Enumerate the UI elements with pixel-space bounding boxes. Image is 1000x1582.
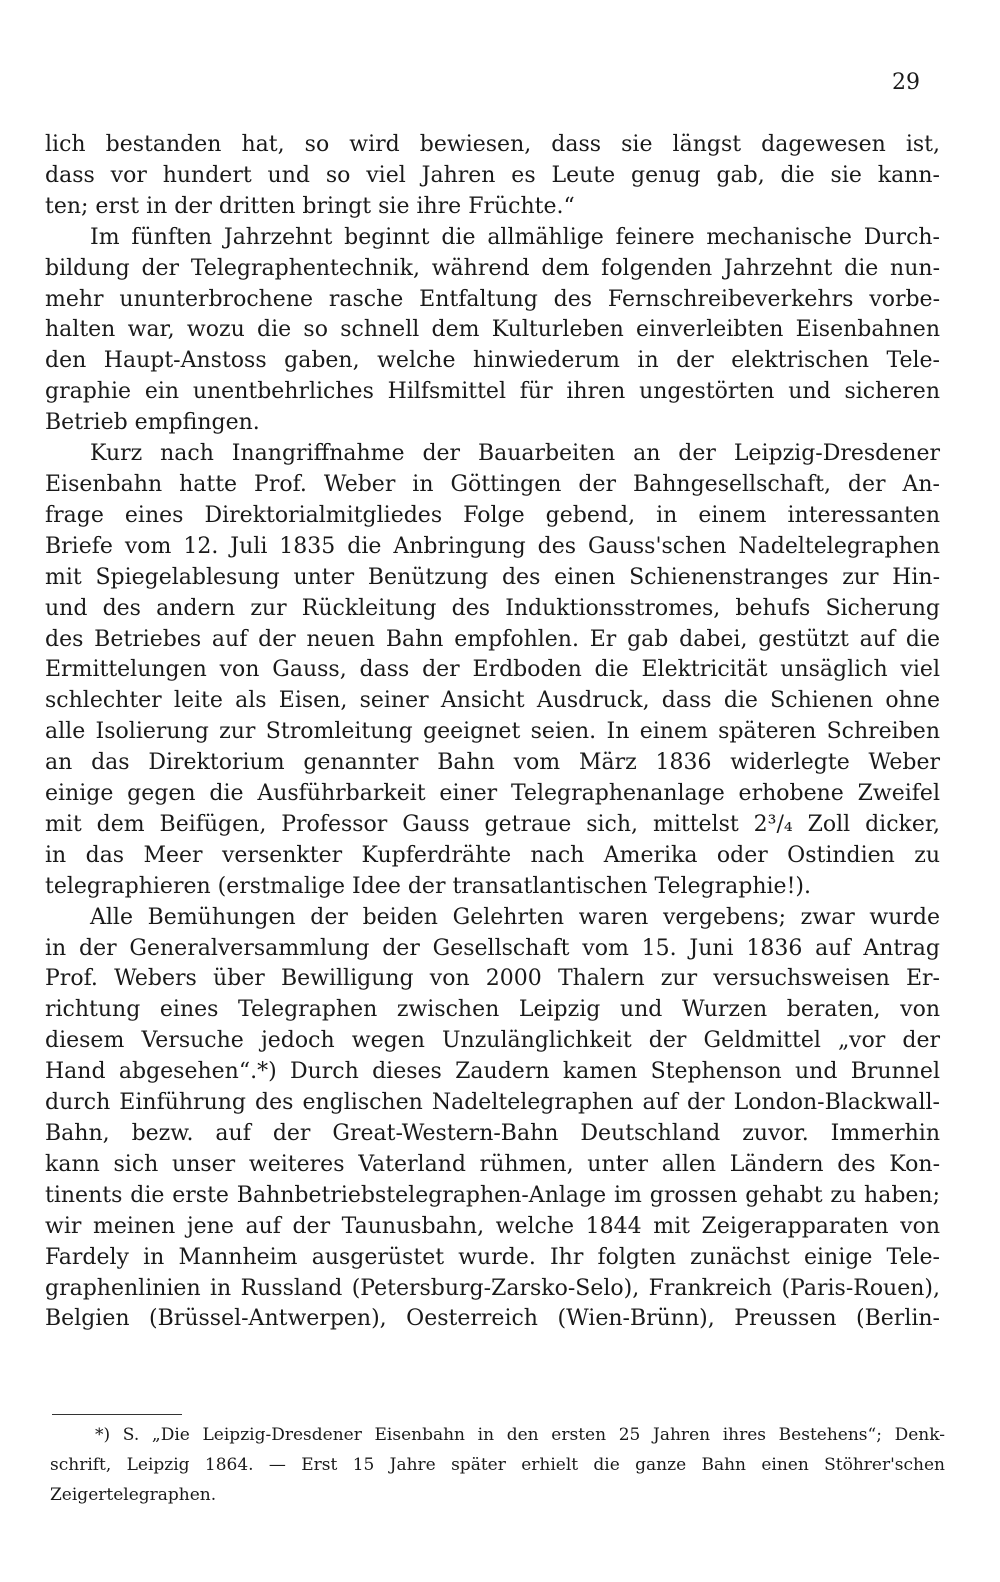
text-line: Betrieb empfingen.: [45, 410, 260, 436]
text-line: Kurz nach Inangriffnahme der Bauarbeiten an der Leipzig-Dresdener: [90, 441, 940, 467]
text-line: durch Einführung des englischen Nadeltelegraphen auf der London-Blackwall-: [45, 1090, 940, 1116]
footnote-line: *) S. „Die Leipzig-Dresdener Eisenbahn in den ersten 25 Jahren ihres Bestehens“; Denk-: [95, 1425, 945, 1445]
footnote-line: Zeigertelegraphen.: [50, 1485, 217, 1505]
footnote-line: schrift, Leipzig 1864. — Erst 15 Jahre später erhielt die ganze Bahn einen Stöhrer'schen: [50, 1455, 945, 1475]
text-line: frage eines Direktorialmitgliedes Folge gebend, in einem interessanten: [45, 502, 940, 528]
text-line: Belgien (Brüssel-Antwerpen), Oesterreich (Wien-Brünn), Preussen (Berlin-: [45, 1306, 940, 1332]
text-line: graphenlinien in Russland (Petersburg-Zarsko-Selo), Frankreich (Paris-Rouen),: [45, 1275, 940, 1301]
text-line: in der Generalversammlung der Gesellschaft vom 15. Juni 1836 auf Antrag: [45, 935, 940, 961]
text-line: tinents die erste Bahnbetriebstelegraphen-Anlage im grossen gehabt zu haben;: [45, 1182, 940, 1208]
footnote: [50, 1420, 945, 1510]
text-line: mit dem Beifügen, Professor Gauss getraue sich, mittelst 2³/₄ Zoll dicker,: [45, 811, 940, 837]
text-line: und des andern zur Rückleitung des Induktionsstromes, behufs Sicherung: [45, 595, 940, 621]
text-line: diesem Versuche jedoch wegen Unzulänglichkeit der Geldmittel „vor der: [45, 1028, 940, 1054]
text-line: Im fünften Jahrzehnt beginnt die allmählige feinere mechanische Durch-: [90, 224, 940, 250]
text-line: den Haupt-Anstoss gaben, welche hinwiederum in der elektrischen Tele-: [45, 348, 940, 374]
text-line: mit Spiegelablesung unter Benützung des einen Schienenstranges zur Hin-: [45, 564, 940, 590]
text-line: an das Direktorium genannter Bahn vom März 1836 widerlegte Weber: [45, 750, 940, 776]
footnote-rule: [52, 1414, 182, 1415]
text-line: wir meinen jene auf der Taunusbahn, welche 1844 mit Zeigerapparaten von: [45, 1213, 940, 1239]
text-line: Hand abgesehen“.*) Durch dieses Zaudern kamen Stephenson und Brunnel: [45, 1059, 940, 1085]
text-line: in das Meer versenkter Kupferdrähte nach Amerika oder Ostindien zu: [45, 842, 940, 868]
text-line: bildung der Telegraphentechnik, während dem folgenden Jahrzehnt die nun-: [45, 255, 940, 281]
text-line: graphie ein unentbehrliches Hilfsmittel für ihren ungestörten und sicheren: [45, 379, 940, 405]
text-line: Bahn, bezw. auf der Great-Western-Bahn Deutschland zuvor. Immerhin: [45, 1121, 940, 1146]
text-line: kann sich unser weiteres Vaterland rühmen, unter allen Ländern des Kon-: [45, 1151, 940, 1177]
text-line: alle Isolierung zur Stromleitung geeignet seien. In einem späteren Schreiben: [45, 719, 940, 745]
text-line: Briefe vom 12. Juli 1835 die Anbringung des Gauss'schen Nadeltelegraphen: [45, 533, 940, 559]
body-text: [45, 130, 940, 1335]
text-line: einige gegen die Ausführbarkeit einer Telegraphenanlage erhobene Zweifel: [45, 781, 940, 807]
text-line: Ermittelungen von Gauss, dass der Erdboden die Elektricität unsäglich viel: [45, 657, 940, 683]
text-line: dass vor hundert und so viel Jahren es Leute genug gab, die sie kann-: [45, 162, 940, 188]
paragraph: [45, 130, 940, 223]
text-line: lich bestanden hat, so wird bewiesen, dass sie längst dagewesen ist,: [45, 132, 940, 157]
text-line: richtung eines Telegraphen zwischen Leipzig und Wurzen beraten, von: [45, 997, 940, 1023]
text-line: ten; erst in der dritten bringt sie ihre Früchte.“: [45, 193, 575, 219]
paragraph: [45, 439, 940, 903]
text-line: Prof. Webers über Bewilligung von 2000 Thalern zur versuchsweisen Er-: [45, 966, 940, 992]
text-line: Alle Bemühungen der beiden Gelehrten waren vergebens; zwar wurde: [90, 904, 940, 930]
text-line: mehr ununterbrochene rasche Entfaltung des Fernschreibeverkehrs vorbe-: [45, 286, 940, 312]
paragraph: [45, 903, 940, 1336]
text-line: Eisenbahn hatte Prof. Weber in Göttingen der Bahngesellschaft, der An-: [45, 471, 940, 497]
paragraph: [45, 223, 940, 439]
page-number: 29: [892, 70, 920, 95]
text-line: schlechter leite als Eisen, seiner Ansicht Ausdruck, dass die Schienen ohne: [45, 688, 940, 714]
text-line: Fardely in Mannheim ausgerüstet wurde. Ihr folgten zunächst einige Tele-: [45, 1244, 940, 1270]
text-line: halten war, wozu die so schnell dem Kulturleben einverleibten Eisenbahnen: [45, 317, 940, 343]
text-line: des Betriebes auf der neuen Bahn empfohlen. Er gab dabei, gestützt auf die: [45, 626, 940, 652]
text-line: telegraphieren (erstmalige Idee der transatlantischen Telegraphie!).: [45, 873, 811, 899]
